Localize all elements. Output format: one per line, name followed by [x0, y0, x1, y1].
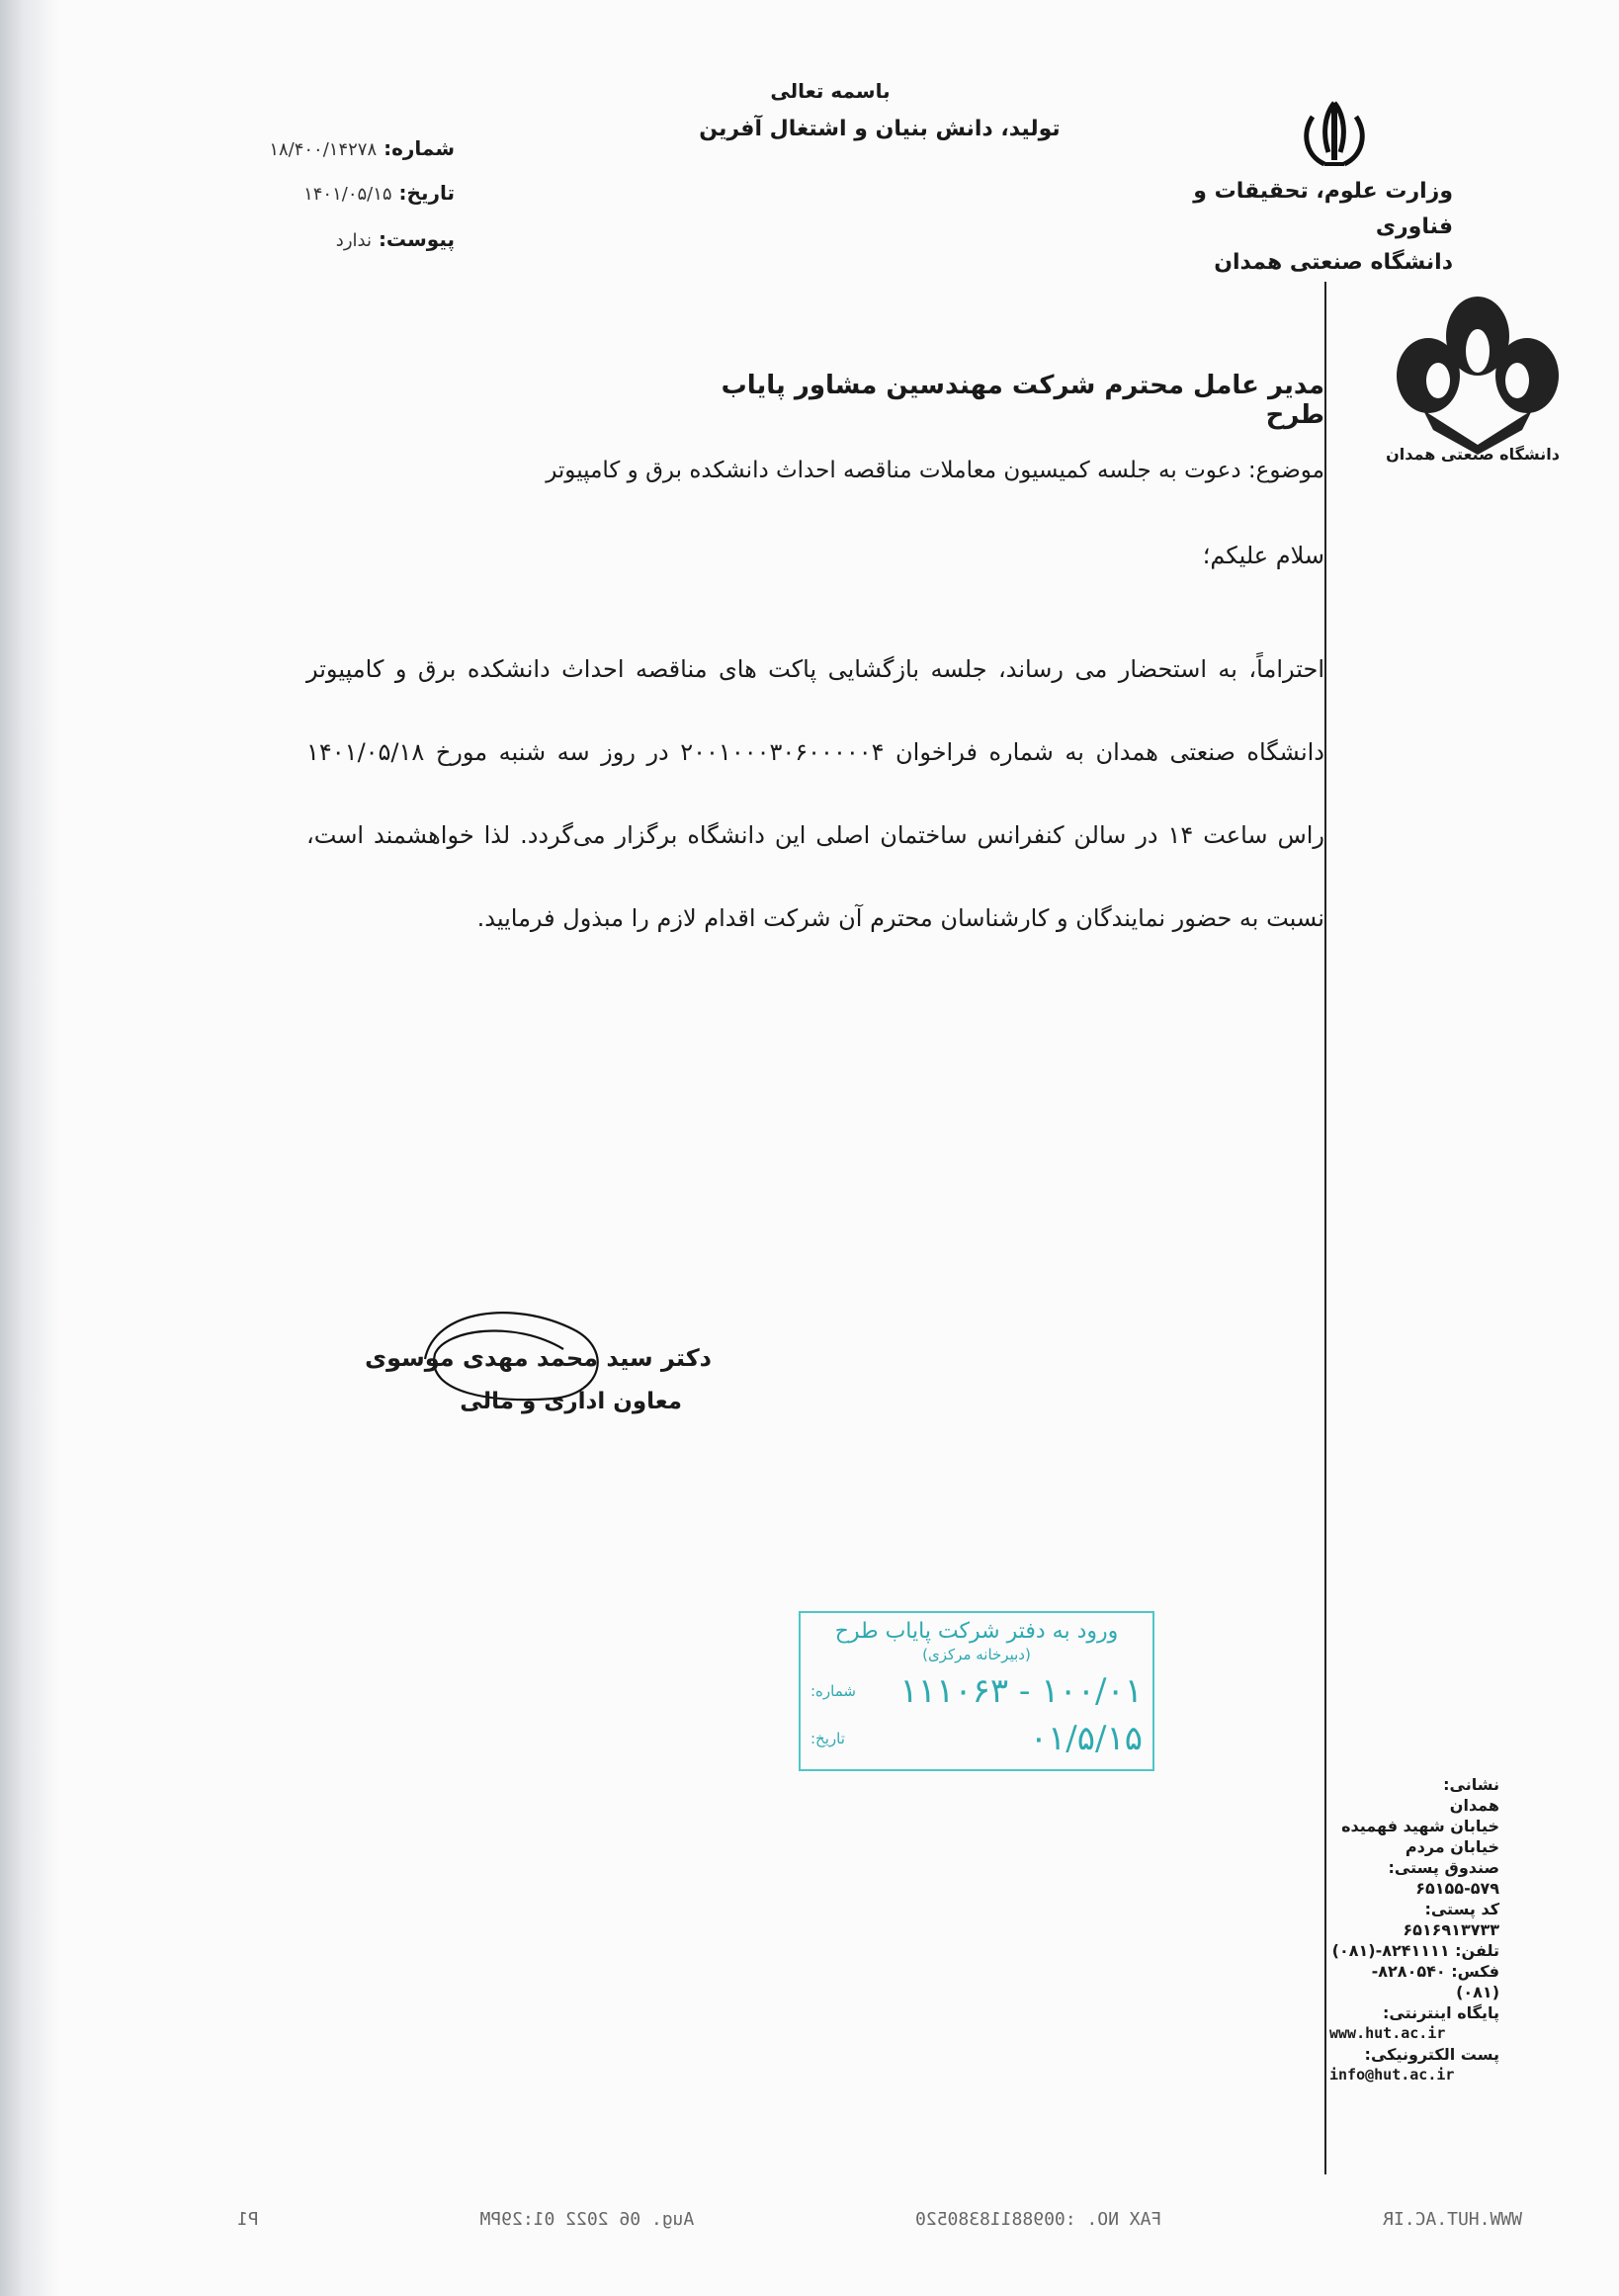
fax-number: فکس: ۸۲۸۰۵۴۰-(۰۸۱) [1371, 1962, 1499, 2001]
body-text [306, 628, 1324, 960]
addressee: مدیر عامل محترم شرکت مهندسین مشاور پایاب طرح [721, 371, 1324, 430]
bismillah: باسمه تعالی [770, 79, 891, 103]
stamp-subtitle: (دبیرخانه مرکزی) [922, 1646, 1031, 1663]
address-city: همدان [1449, 1796, 1499, 1815]
website-link[interactable]: www.hut.ac.ir [1329, 2024, 1446, 2042]
fax-header-line [237, 2209, 1522, 2230]
paragraph-request: لذا خواهشمند است، نسبت به حضور نمایندگان و کارشناسان محترم آن شرکت اقدام لازم را مبذول فرمایید. [306, 821, 1324, 932]
logo-caption: دانشگاه صنعتی همدان [1386, 445, 1560, 464]
stamp-number-label: شماره: [810, 1682, 856, 1700]
email-link[interactable]: info@hut.ac.ir [1329, 2066, 1455, 2083]
email-label: پست الکترونیکی: [1364, 2045, 1499, 2064]
postal-code: کد پستی: ۶۵۱۶۹۱۳۷۳۳ [1403, 1900, 1499, 1939]
letter-date: تاریخ: ۱۴۰۱/۰۵/۱۵ [303, 181, 455, 205]
fax-number-text: FAX NO. :00988118380520 [915, 2209, 1162, 2230]
motto: تولید، دانش بنیان و اشتغال آفرین [699, 117, 1061, 141]
greeting: سلام علیکم؛ [1202, 542, 1324, 569]
ministry-name: وزارت علوم، تحقیقات و فناوری [1193, 179, 1453, 239]
university-name: دانشگاه صنعتی همدان [1214, 250, 1453, 275]
stamp-number: ۱۰۰/۰۱ - ۱۱۱۰۶۳ [899, 1671, 1143, 1711]
stamp-number-row [810, 1671, 1143, 1711]
stamp-date-label: تاریخ: [810, 1730, 845, 1747]
address-label: نشانی: [1443, 1775, 1499, 1794]
website-label: پایگاه اینترنتی: [1383, 2003, 1499, 2022]
receipt-stamp [799, 1611, 1154, 1771]
stamp-title: ورود به دفتر شرکت پایاب طرح [834, 1619, 1119, 1644]
fax-website: WWW.HUT.AC.IR [1383, 2209, 1522, 2230]
paragraph-invitation: احتراماً، به استحضار می رساند، جلسه بازگشایی پاکت های مناقصه احداث دانشکده برق و کامپیوتر دانشگاه صنعتی همدان به شماره فراخوان ۲۰۰۱۰۰۰۳۰۶۰۰۰۰۰۴ در روز سه شنبه مورخ ۱۴۰۱/۰۵/۱۸ راس ساعت ۱۴ در سالن کنفرانس ساختمان اصلی این دانشگاه برگزار می‌گردد. [306, 655, 1325, 849]
address-street-2: خیابان مردم [1405, 1837, 1499, 1856]
fax-page: P1 [237, 2209, 259, 2230]
letter-attachment: پیوست: ندارد [335, 227, 455, 251]
contact-info [1329, 1774, 1499, 2085]
university-logo-icon [1384, 282, 1572, 469]
stamp-date: ۰۱/۵/۱۵ [1029, 1719, 1143, 1758]
subject-line: موضوع: دعوت به جلسه کمیسیون معاملات مناقصه احداث دانشکده برق و کامپیوتر [546, 458, 1324, 483]
stamp-date-row [810, 1719, 1143, 1758]
margin-divider [1324, 282, 1326, 2174]
scan-edge-shadow [0, 0, 59, 2296]
po-box: صندوق پستی: ۵۷۹-۶۵۱۵۵ [1388, 1858, 1499, 1898]
ministry-block [1137, 174, 1453, 281]
letter-number: شماره: ۱۸/۴۰۰/۱۴۲۷۸ [269, 136, 455, 160]
phone: تلفن: ۸۲۴۱۱۱۱-(۰۸۱) [1331, 1941, 1499, 1960]
address-street: خیابان شهید فهمیده [1341, 1817, 1499, 1835]
signatory-name: دکتر سید محمد مهدی موسوی [365, 1344, 712, 1372]
fax-date: Aug. 06 2022 01:29PM [479, 2209, 695, 2230]
signatory-title: معاون اداری و مالی [460, 1389, 682, 1414]
iran-emblem-icon [1295, 95, 1374, 174]
